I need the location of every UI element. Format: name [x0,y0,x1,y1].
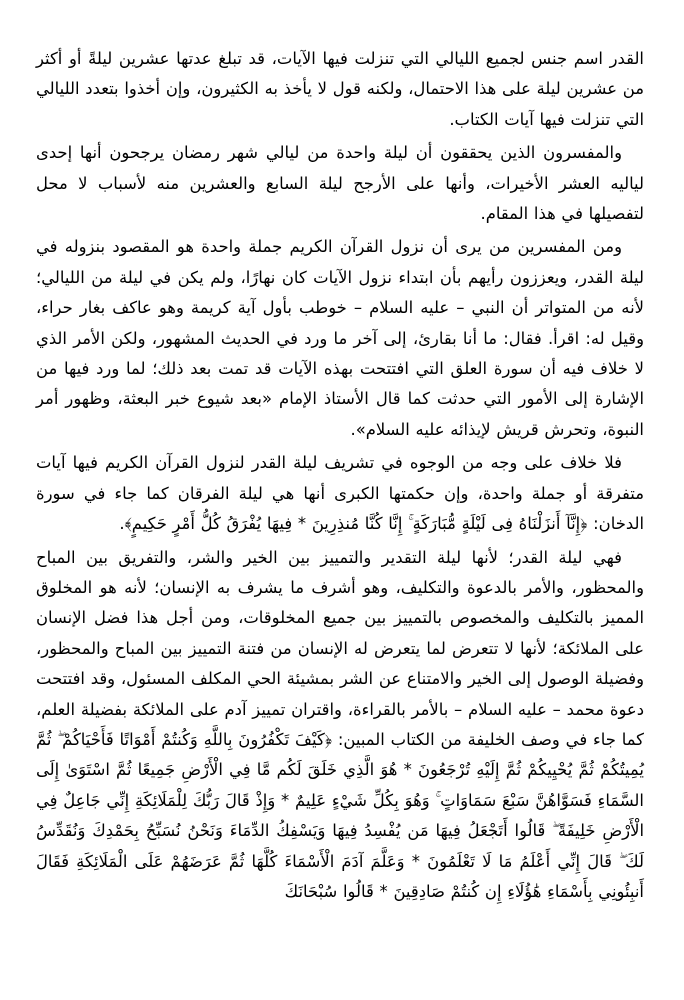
paragraph-1: القدر اسم جنس لجميع الليالي التي تنزلت فيها الآيات، قد تبلغ عدتها عشرين ليلةً أو أكثر من عشرين ليلة على هذا الاحتمال، ولكنه قول لا يأخذ به الكثيرون، وإن أخذوا بتعدد الليالي التي تنزلت فيها آيات الكتاب. [36,49,644,129]
paragraph-3: ومن المفسرين من يرى أن نزول القرآن الكريم جملة واحدة هو المقصود بنزوله في ليلة القدر، ويعززون رأيهم بأن ابتداء نزول الآيات كان نهارًا، ولم يكن في ليلة من الليالي؛ لأنه من المتواتر أن النبي – عليه السلام – خوطب بأول آية كريمة وهو عاكف بغار حراء، وقيل له: اقرأ. فقال: ما أنا بقارئ، إلى آخر ما ورد في الحديث المشهور، ولكن الأمر الذي لا خلاف فيه أن سورة العلق التي افتتحت بهذه الآيات قد تمت بعد ذلك؛ لما ورد فيها من الإشارة إلى الأمور التي حدثت كما قال الأستاذ الإمام «بعد شيوع خبر البعثة، وظهور أمر النبوة، وتحرش قريش لإيذائه عليه السلام». [36,237,644,439]
paragraph-2: والمفسرون الذين يحققون أن ليلة واحدة من ليالي شهر رمضان يرجحون أنها إحدى لياليه العشر الأخيرات، وأنها على الأرجح ليلة السابع والعشرين منه لأسباب لا محل لتفصيلها في هذا المقام. [36,143,644,224]
paragraph-5: فهي ليلة القدر؛ لأنها ليلة التقدير والتمييز بين الخير والشر، والتفريق بين المباح والمحظور، والأمر بالدعوة والتكليف، وهو أشرف ما يشرف به الإنسان؛ لأنه هو المخلوق المميز بالتكليف والمخصوص بالتمييز بين جميع المخلوقات، ومن أجل هذا فضل الإنسان على الملائكة؛ لأنها لا تتعرض لما يتعرض له الإنسان من فتنة التمييز بين المباح والمحظور، وفضيلة الوصول إلى الخير والامتناع عن الشر بمشيئة الحي المكلف المسئول، وقد افتتحت دعوة محمد – عليه السلام – بالأمر بالقراءة، واقتران تمييز آدم على الملائكة بفضيلة العلم، كما جاء في وصف الخليفة من الكتاب المبين: ﴿كَيْفَ تَكْفُرُونَ بِاللَّهِ وَكُنتُمْ أَمْوَاتًا فَأَحْيَاكُمْ ۖ ثُمَّ يُمِيتُكُمْ ثُمَّ يُحْيِيكُمْ ثُمَّ إِلَيْهِ تُرْجَعُونَ * هُوَ الَّذِي خَلَقَ لَكُم مَّا فِي الْأَرْضِ جَمِيعًا ثُمَّ اسْتَوَىٰ إِلَى السَّمَاءِ فَسَوَّاهُنَّ سَبْعَ سَمَاوَاتٍ ۚ وَهُوَ بِكُلِّ شَيْءٍ عَلِيمٌ * وَإِذْ قَالَ رَبُّكَ لِلْمَلَائِكَةِ إِنِّي جَاعِلٌ فِي الْأَرْضِ خَلِيفَةً ۖ قَالُوا أَتَجْعَلُ فِيهَا مَن يُفْسِدُ فِيهَا وَيَسْفِكُ الدِّمَاءَ وَنَحْنُ نُسَبِّحُ بِحَمْدِكَ وَنُقَدِّسُ لَكَ ۖ قَالَ إِنِّي أَعْلَمُ مَا لَا تَعْلَمُونَ * وَعَلَّمَ آدَمَ الْأَسْمَاءَ كُلَّهَا ثُمَّ عَرَضَهُمْ عَلَى الْمَلَائِكَةِ فَقَالَ أَنبِئُونِي بِأَسْمَاءِ هَٰؤُلَاءِ إِن كُنتُمْ صَادِقِينَ * قَالُوا سُبْحَانَكَ [36,547,644,901]
paragraph-4: فلا خلاف على وجه من الوجوه في تشريف ليلة القدر لنزول القرآن الكريم فيها آيات متفرقة أو جملة واحدة، وإن حكمتها الكبرى أنها هي ليلة الفرقان كما جاء في سورة الدخان: ﴿إِنَّآ أَنزَلْنَاهُ فِى لَيْلَةٍ مُّبَارَكَةٍ ۚ إِنَّا كُنَّا مُنذِرِينَ * فِيهَا يُفْرَقُ كُلُّ أَمْرٍ حَكِيمٍ﴾. [36,453,644,534]
